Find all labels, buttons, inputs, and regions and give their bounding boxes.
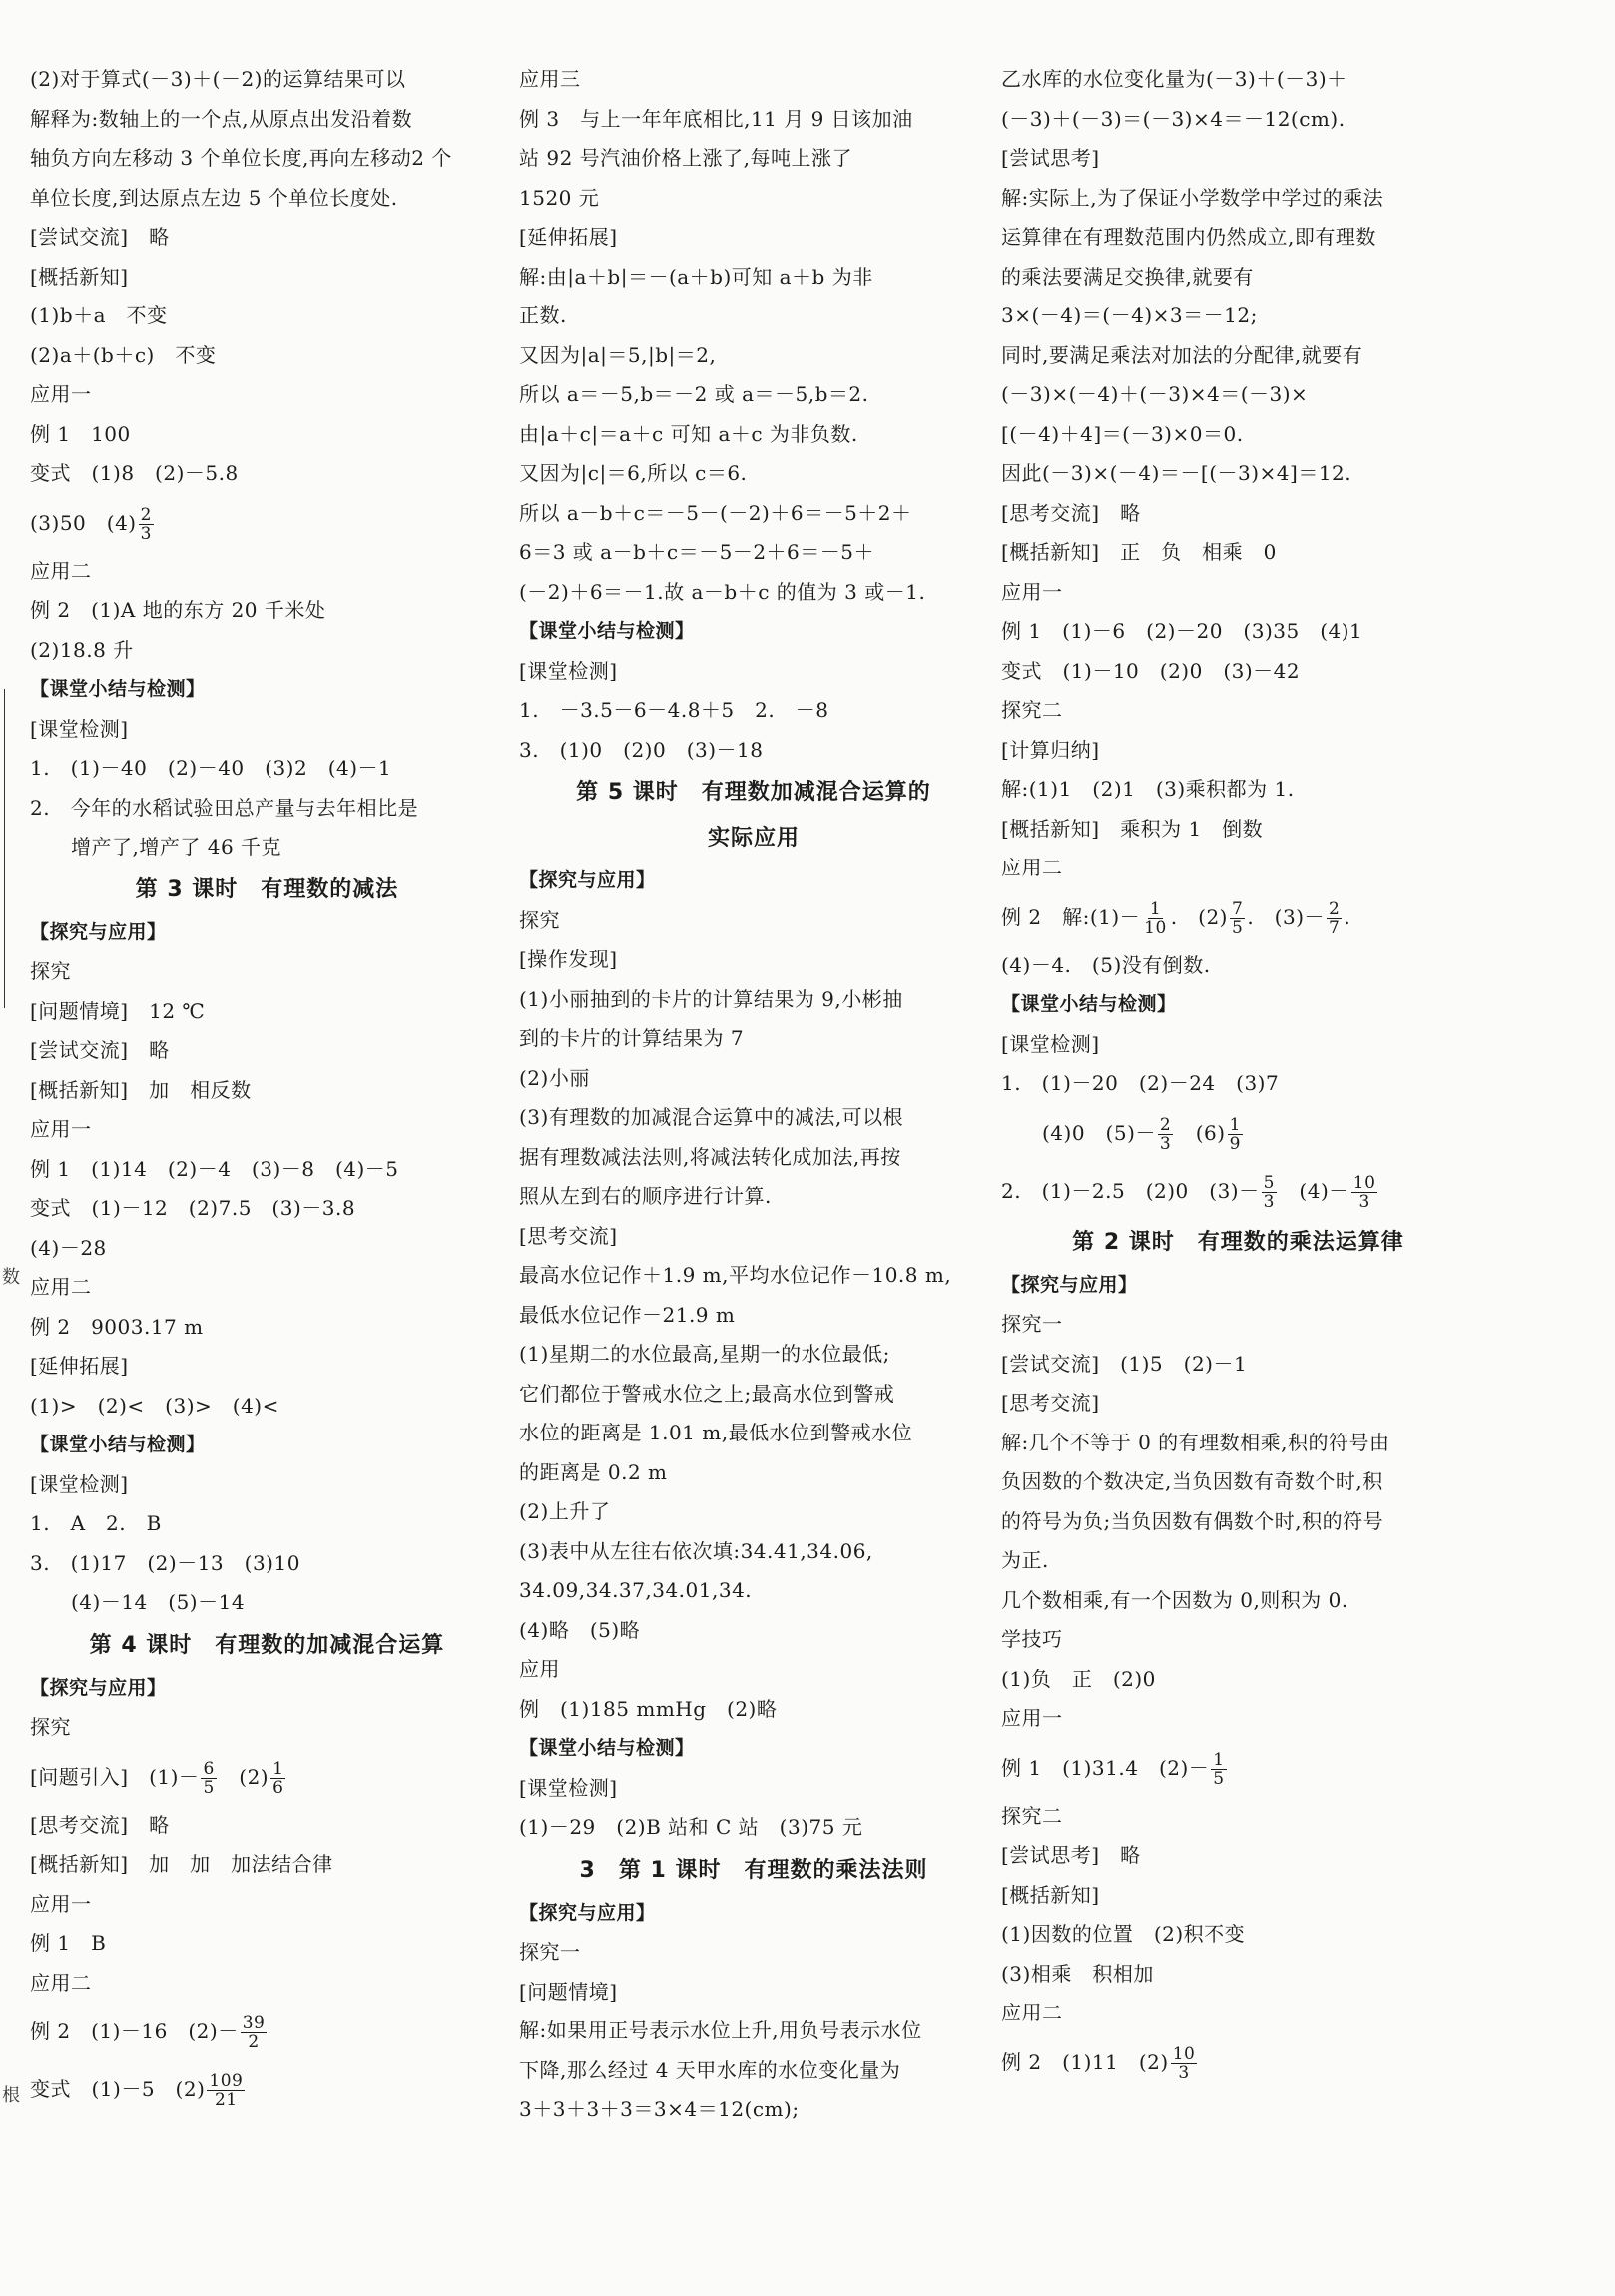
fraction-denominator: 5 (203, 1777, 215, 1798)
answer-line: 最低水位记作－21.9 m (519, 1302, 736, 1327)
answer-line: (1)b＋a 不变 (30, 303, 168, 327)
answer-column-right (1001, 60, 1475, 2091)
answer-line-with-fraction (1001, 1104, 1475, 1162)
answer-line: 1. －3.5－6－4.8＋5 2. －8 (519, 698, 829, 722)
answer-line: 的符号为负;当负因数有偶数个时,积的符号 (1001, 1508, 1384, 1533)
fraction-numerator: 10 (1352, 1172, 1376, 1193)
line-text: 例 2 解:(1)－ (1001, 904, 1141, 929)
answer-line: [课堂检测] (519, 658, 618, 683)
answer-line: (2)小丽 (519, 1065, 590, 1090)
answer-line: 解:几个不等于 0 的有理数相乘,积的符号由 (1001, 1430, 1390, 1454)
fraction-numerator: 2 (140, 504, 152, 525)
answer-line: 探究一 (1001, 1312, 1063, 1336)
answer-line: 探究二 (1001, 1803, 1063, 1828)
fraction (1228, 1116, 1243, 1153)
answer-line: [思考交流] (1001, 1391, 1100, 1415)
fraction-numerator: 5 (1263, 1172, 1275, 1193)
answer-line: 正数. (519, 303, 567, 327)
answer-line: 3＋3＋3＋3＝3×4＝12(cm); (519, 2097, 800, 2121)
answer-line: (－3)×(－4)＋(－3)×4＝(－3)× (1001, 382, 1309, 406)
answer-line: 应用一 (30, 382, 92, 406)
answer-line: (3)有理数的加减混合运算中的减法,可以根 (519, 1105, 904, 1129)
answer-line: 应用 (519, 1657, 560, 1681)
answer-line: 应用二 (30, 1275, 92, 1299)
answer-line: 【课堂小结与检测】 (30, 678, 206, 700)
answer-line: 又因为|c|＝6,所以 c＝6. (519, 461, 748, 485)
fraction-numerator: 2 (1329, 898, 1341, 919)
line-text: . (2) (1170, 904, 1228, 929)
answer-line: 解释为:数轴上的一个点,从原点出发沿着数 (30, 106, 413, 131)
answer-line: 运算律在有理数范围内仍然成立,即有理数 (1001, 225, 1376, 249)
answer-line: [尝试交流] 略 (30, 1038, 170, 1062)
answer-line: 变式 (1)8 (2)－5.8 (30, 461, 239, 485)
line-text: (2) (218, 1764, 269, 1789)
line-text: (6) (1175, 1120, 1226, 1145)
answer-line: 应用二 (1001, 2001, 1063, 2024)
answer-line: 学技巧 (1001, 1627, 1063, 1651)
fraction-denominator: 3 (140, 523, 152, 544)
fraction-denominator: 3 (1263, 1191, 1275, 1212)
answer-line: 单位长度,到达原点左边 5 个单位长度处. (30, 185, 398, 210)
fraction-numerator: 1 (1229, 1114, 1241, 1135)
answer-line: (－2)＋6＝－1.故 a－b＋c 的值为 3 或－1. (519, 579, 926, 604)
answer-line: (4)－14 (5)－14 (30, 1590, 246, 1614)
answer-line: 应用二 (30, 1970, 92, 1995)
answer-line-with-fraction (1001, 2033, 1475, 2091)
answer-line: (4)－28 (30, 1235, 107, 1260)
answer-line: 几个数相乘,有一个因数为 0,则积为 0. (1001, 1587, 1348, 1612)
line-text: 变式 (1)－5 (2) (30, 2077, 206, 2101)
answer-line: 应用二 (1001, 856, 1063, 879)
binding-edge-line (4, 689, 5, 1008)
answer-line: [课堂检测] (30, 716, 129, 741)
answer-line: 探究 (30, 1715, 71, 1739)
lesson-heading: 第 4 课时 有理数的加减混合运算 (89, 1632, 445, 1658)
answer-line: 的距离是 0.2 m (519, 1459, 668, 1484)
line-text: . (1344, 904, 1351, 929)
answer-line: [问题情境] 12 ℃ (30, 998, 206, 1023)
answer-line: (－3)＋(－3)＝(－3)×4＝－12(cm). (1001, 106, 1346, 131)
answer-line: 同时,要满足乘法对加法的分配律,就要有 (1001, 342, 1363, 367)
line-text: 例 2 (1)11 (2) (1001, 2049, 1169, 2074)
answer-line: 6＝3 或 a－b＋c＝－5－2＋6＝－5＋ (519, 540, 874, 564)
answer-line: 应用一 (1001, 579, 1063, 604)
margin-mark-1: 数 (2, 1267, 20, 1288)
fraction-denominator: 2 (248, 2032, 260, 2052)
answer-line: 由|a＋c|＝a＋c 可知 a＋c 为非负数. (519, 421, 858, 446)
answer-line: [思考交流] 略 (1001, 500, 1141, 525)
fraction (1262, 1174, 1277, 1211)
answer-line: 3. (1)0 (2)0 (3)－18 (519, 737, 764, 762)
answer-line: 站 92 号汽油价格上涨了,每吨上涨了 (519, 146, 853, 170)
answer-line: 例 2 9003.17 m (30, 1314, 204, 1339)
margin-mark-2: 根 (2, 2085, 20, 2106)
answer-line: 【探究与应用】 (30, 1676, 167, 1699)
answer-line: (1)因数的位置 (2)积不变 (1001, 1922, 1246, 1946)
answer-line: 乙水库的水位变化量为(－3)＋(－3)＋ (1001, 67, 1347, 91)
fraction-denominator: 3 (1358, 1191, 1370, 1212)
answer-line: 所以 a－b＋c＝－5－(－2)＋6＝－5＋2＋ (519, 500, 912, 525)
answer-line: [概括新知] 乘积为 1 倒数 (1001, 816, 1264, 841)
answer-line: 【探究与应用】 (1001, 1273, 1138, 1296)
answer-line: 因此(－3)×(－4)＝－[(－3)×4]＝12. (1001, 461, 1352, 485)
answer-line: [课堂检测] (1001, 1031, 1100, 1056)
answer-line: [思考交流] 略 (30, 1812, 170, 1837)
answer-line: 负因数的个数决定,当负因数有奇数个时,积 (1001, 1469, 1383, 1493)
answer-line: (4)略 (5)略 (519, 1617, 641, 1642)
answer-line: 例 2 (1)A 地的东方 20 千米处 (30, 598, 326, 622)
answer-line: 最高水位记作＋1.9 m,平均水位记作－10.8 m, (519, 1263, 952, 1287)
answer-line: 应用一 (30, 1891, 92, 1916)
fraction-numerator: 7 (1231, 898, 1244, 919)
answer-line: 1. A 2. B (30, 1511, 162, 1535)
answer-line: 2. 今年的水稻试验田总产量与去年相比是 (30, 795, 419, 820)
answer-line: 的乘法要满足交换律,就要有 (1001, 264, 1254, 288)
answer-line: 【探究与应用】 (30, 920, 167, 943)
answer-line: 【探究与应用】 (519, 1901, 656, 1924)
answer-line: 例 1 (1)－6 (2)－20 (3)35 (4)1 (1001, 619, 1363, 643)
lesson-heading: 3 第 1 课时 有理数的乘法法则 (579, 1857, 928, 1883)
answer-line: (2)对于算式(－3)＋(－2)的运算结果可以 (30, 67, 406, 91)
fraction (1171, 2045, 1198, 2082)
answer-line: 又因为|a|＝5,|b|＝2, (519, 342, 717, 367)
answer-line: [延伸拓展] (519, 225, 618, 249)
answer-line: 照从左到右的顺序进行计算. (519, 1184, 772, 1208)
fraction-denominator: 5 (1231, 917, 1244, 938)
answer-line: (1)星期二的水位最高,星期一的水位最低; (519, 1342, 890, 1366)
answer-line: [课堂检测] (519, 1775, 618, 1800)
answer-line: (1)负 正 (2)0 (1001, 1666, 1156, 1691)
answer-line: (3)相乘 积相加 (1001, 1961, 1154, 1986)
answer-line: 到的卡片的计算结果为 7 (519, 1026, 745, 1050)
answer-line: 它们都位于警戒水位之上;最高水位到警戒 (519, 1381, 895, 1406)
answer-line: [概括新知] 正 负 相乘 0 (1001, 540, 1277, 564)
answer-line: 例 1 B (30, 1931, 107, 1955)
answer-line: 例 (1)185 mmHg (2)略 (519, 1696, 778, 1721)
line-text: 2. (1)－2.5 (2)0 (3)－ (1001, 1178, 1260, 1203)
answer-line: 解:由|a＋b|＝－(a＋b)可知 a＋b 为非 (519, 264, 873, 288)
answer-line: (2)上升了 (519, 1499, 611, 1523)
fraction-denominator: 7 (1329, 917, 1341, 938)
answer-line: 增产了,增产了 46 千克 (30, 835, 282, 859)
fraction (270, 1760, 285, 1797)
fraction (1351, 1174, 1378, 1211)
line-text: . (3)－ (1247, 904, 1325, 929)
fraction (1158, 1116, 1173, 1153)
answer-line-with-fraction (30, 494, 504, 552)
answer-line: 下降,那么经过 4 天甲水库的水位变化量为 (519, 2057, 901, 2082)
answer-line: (4)－4. (5)没有倒数. (1001, 952, 1211, 977)
answer-line: (1)－29 (2)B 站和 C 站 (3)75 元 (519, 1815, 863, 1839)
answer-line: 例 1 (1)14 (2)－4 (3)－8 (4)－5 (30, 1156, 399, 1181)
answer-line: 例 3 与上一年年底相比,11 月 9 日该加油 (519, 106, 913, 131)
answer-line: 水位的距离是 1.01 m,最低水位到警戒水位 (519, 1421, 913, 1444)
fraction (207, 2072, 245, 2109)
answer-line: [思考交流] (519, 1223, 618, 1248)
answer-line: 3×(－4)＝(－4)×3＝－12; (1001, 303, 1258, 327)
lesson-heading: 第 3 课时 有理数的减法 (135, 876, 399, 902)
answer-line: [课堂检测] (30, 1471, 129, 1496)
fraction (201, 1760, 216, 1797)
answer-line: 1520 元 (519, 185, 600, 210)
fraction-numerator: 6 (203, 1758, 215, 1779)
answer-line: [概括新知] (30, 264, 129, 288)
answer-line: [概括新知] 加 加 加法结合律 (30, 1852, 333, 1876)
answer-column-middle (519, 60, 988, 2130)
answer-line: 解:(1)1 (2)1 (3)乘积都为 1. (1001, 777, 1295, 801)
answer-line: 【课堂小结与检测】 (519, 620, 695, 642)
answer-line: 变式 (1)－12 (2)7.5 (3)－3.8 (30, 1196, 356, 1220)
answer-line: [操作发现] (519, 947, 618, 971)
fraction (1142, 900, 1169, 937)
fraction-numerator: 1 (272, 1758, 284, 1779)
answer-line: 应用二 (30, 558, 92, 583)
answer-line: 【课堂小结与检测】 (519, 1737, 695, 1759)
line-text: [问题引入] (1)－ (30, 1764, 200, 1789)
answer-line: 探究二 (1001, 698, 1063, 722)
answer-line: [计算归纳] (1001, 737, 1100, 762)
fraction-denominator: 10 (1144, 917, 1167, 938)
answer-line: [概括新知] (1001, 1882, 1100, 1907)
answer-line: (2)18.8 升 (30, 637, 134, 662)
answer-line: 3. (1)17 (2)－13 (3)10 (30, 1550, 300, 1575)
fraction-denominator: 6 (272, 1777, 284, 1798)
fraction (1211, 1751, 1226, 1788)
answer-line-with-fraction (1001, 888, 1475, 946)
answer-line: 1. (1)－40 (2)－40 (3)2 (4)－1 (30, 756, 392, 780)
answer-line: 1. (1)－20 (2)－24 (3)7 (1001, 1071, 1280, 1095)
answer-line: 解:如果用正号表示水位上升,用负号表示水位 (519, 2018, 922, 2042)
answer-line-with-fraction (30, 2003, 504, 2060)
answer-line: 变式 (1)－10 (2)0 (3)－42 (1001, 658, 1301, 683)
answer-line: 轴负方向左移动 3 个单位长度,再向左移动2 个 (30, 146, 452, 170)
fraction-numerator: 2 (1159, 1114, 1172, 1135)
answer-line-with-fraction (30, 2060, 504, 2118)
answer-line: [尝试思考] (1001, 146, 1100, 170)
answer-line: (3)表中从左往右依次填:34.41,34.06, (519, 1538, 873, 1563)
fraction (1230, 900, 1245, 937)
answer-line: 应用一 (1001, 1706, 1063, 1730)
fraction-numerator: 1 (1149, 898, 1162, 919)
answer-line: 【探究与应用】 (519, 869, 656, 891)
answer-column-left (30, 60, 504, 2118)
fraction (1327, 900, 1342, 937)
answer-line: [尝试交流] 略 (30, 225, 170, 249)
fraction-numerator: 109 (209, 2071, 244, 2091)
answer-line: 【课堂小结与检测】 (30, 1434, 206, 1455)
answer-line-with-fraction (1001, 1739, 1475, 1797)
answer-line: 【课堂小结与检测】 (1001, 993, 1177, 1015)
line-text: 例 2 (1)－16 (2)－ (30, 2019, 239, 2043)
lesson-heading: 第 5 课时 有理数加减混合运算的 (576, 780, 931, 805)
lesson-heading: 第 2 课时 有理数的乘法运算律 (1072, 1229, 1404, 1255)
fraction (241, 2014, 268, 2051)
answer-line: 例 1 100 (30, 421, 131, 446)
fraction-denominator: 21 (215, 2090, 238, 2110)
answer-line: [尝试思考] 略 (1001, 1843, 1141, 1867)
answer-line: (1)小丽抽到的卡片的计算结果为 9,小彬抽 (519, 986, 903, 1011)
answer-line: (2)a＋(b＋c) 不变 (30, 342, 217, 367)
fraction (139, 506, 154, 543)
line-text: (4)－ (1278, 1178, 1349, 1203)
line-text: (4)0 (5)－ (1001, 1120, 1156, 1145)
answer-line: 解:实际上,为了保证小学数学中学过的乘法 (1001, 185, 1384, 210)
lesson-heading: 实际应用 (707, 826, 800, 851)
line-text: 例 1 (1)31.4 (2)－ (1001, 1755, 1210, 1780)
answer-line: 探究 (519, 907, 560, 932)
fraction-numerator: 39 (242, 2013, 266, 2033)
answer-line: [(－4)＋4]＝(－3)×0＝0. (1001, 421, 1244, 446)
answer-line: 探究一 (519, 1940, 581, 1964)
answer-line-with-fraction (30, 1748, 504, 1806)
fraction-numerator: 1 (1213, 1749, 1225, 1770)
fraction-denominator: 9 (1229, 1133, 1241, 1154)
answer-line: 应用一 (30, 1117, 92, 1141)
answer-line: (1)> (2)< (3)> (4)< (30, 1393, 279, 1418)
answer-line: 34.09,34.37,34.01,34. (519, 1578, 753, 1602)
answer-line: [延伸拓展] (30, 1354, 129, 1378)
fraction-denominator: 5 (1213, 1768, 1225, 1789)
answer-line: 应用三 (519, 67, 581, 91)
answer-line-with-fraction (1001, 1162, 1475, 1220)
line-text: (3)50 (4) (30, 510, 137, 535)
answer-line: 据有理数减法法则,将减法转化成加法,再按 (519, 1144, 901, 1169)
fraction-denominator: 3 (1159, 1133, 1172, 1154)
answer-line: 所以 a＝－5,b＝－2 或 a＝－5,b＝2. (519, 382, 869, 406)
answer-line: [问题情境] (519, 1979, 618, 2004)
answer-line: 为正. (1001, 1548, 1049, 1572)
answer-line: [概括新知] 加 相反数 (30, 1077, 252, 1102)
answer-line: 探究 (30, 959, 71, 983)
answer-line: [尝试交流] (1)5 (2)－1 (1001, 1351, 1248, 1376)
fraction-denominator: 3 (1178, 2062, 1190, 2083)
fraction-numerator: 10 (1172, 2043, 1196, 2064)
